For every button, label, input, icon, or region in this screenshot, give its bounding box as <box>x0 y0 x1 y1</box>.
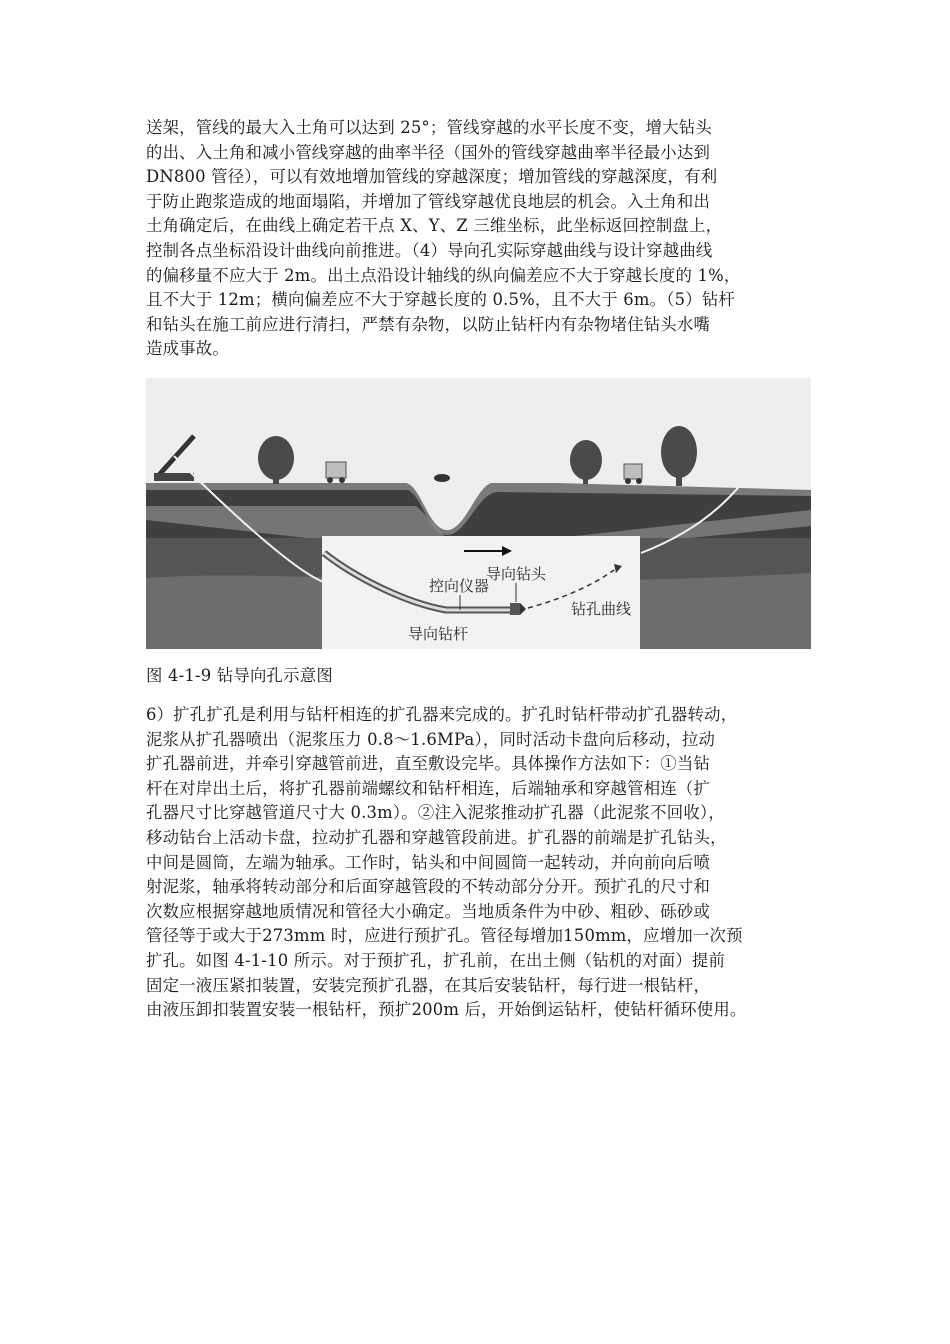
body-paragraph-2 <box>146 703 826 1023</box>
label-steering-instrument: 控向仪器 <box>429 577 490 595</box>
text-line: 且不大于 12m；横向偏差应不大于穿越长度的 0.5%，且不大于 6m。（5）钻杆 <box>146 290 736 310</box>
text-line: 送架，管线的最大入土角可以达到 25°；管线穿越的水平长度不变，增大钻头 <box>146 118 712 137</box>
text-line: 固定一液压紧扣装置，安装完预扩孔器，在其后安装钻杆，每行进一根钻杆， <box>146 975 711 995</box>
text-line: 的偏移量不应大于 2m。出土点沿设计轴线的纵向偏差应不大于穿越长度的 1%， <box>146 265 741 285</box>
text-line: 由液压卸扣装置安装一根钻杆，预扩200m 后，开始倒运钻杆，使钻杆循环使用。 <box>146 1000 747 1020</box>
boat <box>434 474 450 482</box>
text-line: 和钻头在施工前应进行清扫，严禁有杂物，以防止钻杆内有杂物堵住钻头水嘴 <box>146 314 711 334</box>
text-line: 次数应根据穿越地质情况和管径大小确定。当地质条件为中砂、粗砂、砾砂或 <box>146 901 711 921</box>
text-line: 杆在对岸出土后，将扩孔器前端螺纹和钻杆相连，后端轴承和穿越管相连（扩 <box>146 778 711 798</box>
text-line: 射泥浆，轴承将转动部分和后面穿越管段的不转动部分分开。预扩孔的尺寸和 <box>146 877 711 897</box>
text-line: 扩孔器前进，并牵引穿越管前进，直至敷设完毕。具体操作方法如下：①当钻 <box>146 754 711 774</box>
label-drill-curve: 钻孔曲线 <box>571 600 632 618</box>
text-line: DN800 管径），可以有效地增加管线的穿越深度；增加管线的穿越深度，有利 <box>146 167 718 187</box>
body-paragraph-1 <box>146 116 826 362</box>
figure-caption: 图 4-1-9 钻导向孔示意图 <box>146 666 333 685</box>
text-line: 孔器尺寸比穿越管道尺寸大 0.3m）。②注入泥浆推动扩孔器（此泥浆不回收）， <box>146 803 725 823</box>
text-line: 扩孔。如图 4-1-10 所示。对于预扩孔，扩孔前，在出土侧（钻机的对面）提前 <box>146 950 726 970</box>
text-line: 泥浆从扩孔器喷出（泥浆压力 0.8～1.6MPa），同时活动卡盘向后移动，拉动 <box>146 729 716 749</box>
text-line: 于防止跑浆造成的地面塌陷，并增加了管线穿越优良地层的机会。入土角和出 <box>146 191 711 211</box>
guide-hole-diagram <box>146 378 811 649</box>
text-line: 中间是圆筒，左端为轴承。工作时，钻头和中间圆筒一起转动，并向前向后喷 <box>146 852 711 872</box>
text-line: 管径等于或大于273mm 时，应进行预扩孔。管径每增加150mm，应增加一次预 <box>146 926 743 946</box>
text-line: 控制各点坐标沿设计曲线向前推进。（4）导向孔实际穿越曲线与设计穿越曲线 <box>146 240 713 260</box>
text-line: 造成事故。 <box>146 339 229 359</box>
label-guide-rod: 导向钻杆 <box>408 625 469 643</box>
text-line: 土角确定后，在曲线上确定若干点 X、Y、Z 三维坐标，此坐标返回控制盘上， <box>146 216 723 236</box>
text-line: 移动钻台上活动卡盘，拉动扩孔器和穿越管段前进。扩孔器的前端是扩孔钻头， <box>146 827 727 847</box>
label-guide-bit: 导向钻头 <box>486 565 547 583</box>
text-line: 的出、入土角和减小管线穿越的曲率半径（国外的管线穿越曲率半径最小达到 <box>146 142 711 162</box>
text-line: 6）扩孔扩孔是利用与钻杆相连的扩孔器来完成的。扩孔时钻杆带动扩孔器转动， <box>146 705 738 724</box>
